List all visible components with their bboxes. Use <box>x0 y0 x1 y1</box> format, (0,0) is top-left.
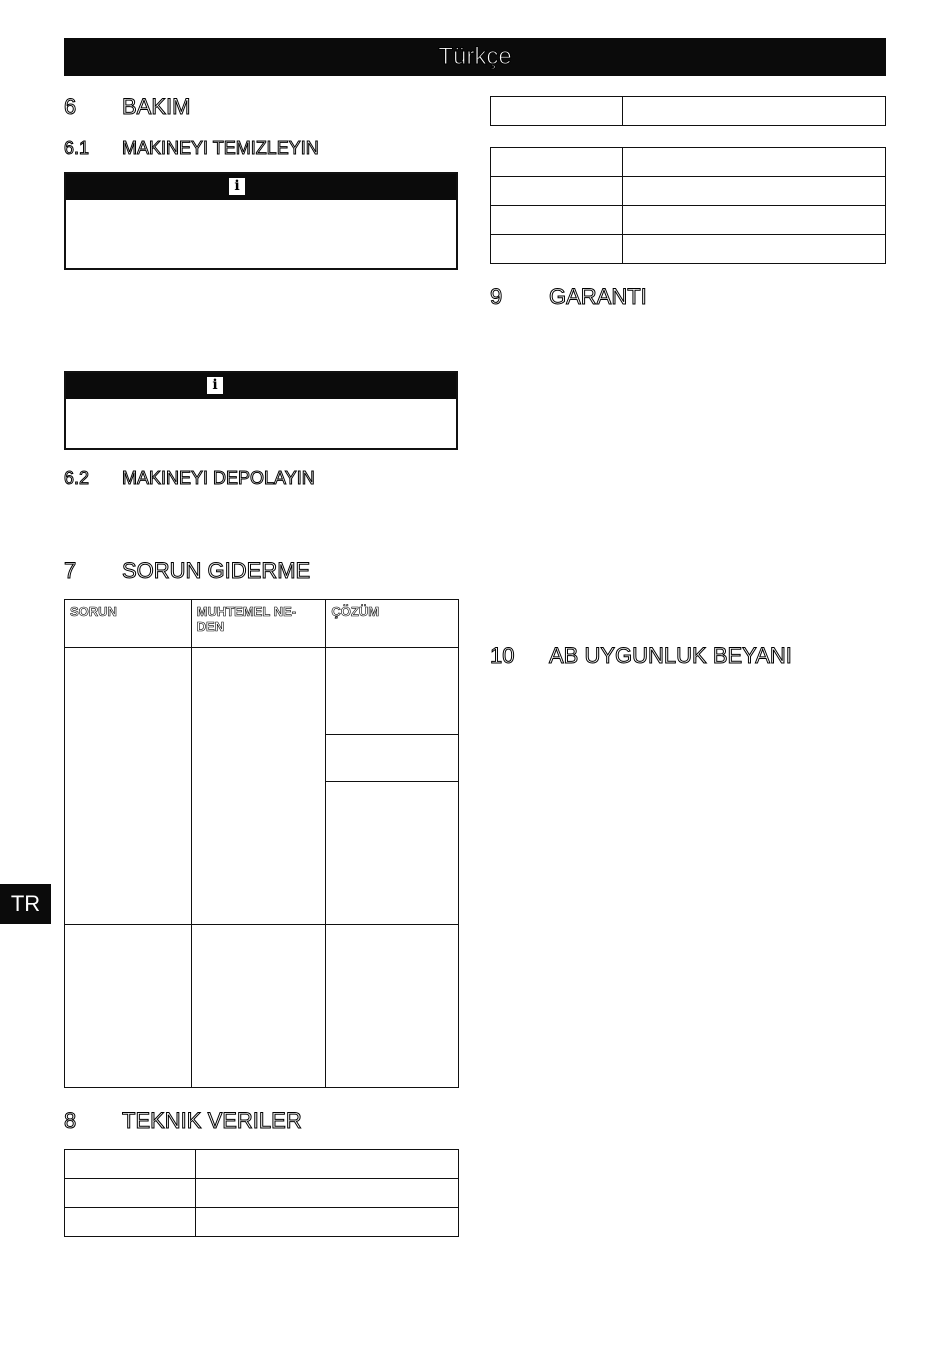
section-title: MAKINEYI TEMIZLEYIN <box>122 138 319 158</box>
table-cell <box>622 148 885 177</box>
info-note-header <box>66 174 456 200</box>
section-heading-7 <box>64 558 310 584</box>
table-cell <box>491 206 623 235</box>
table-cell <box>65 925 192 1088</box>
section-number: 8 <box>64 1108 77 1133</box>
troubleshooting-table <box>64 599 459 1088</box>
table-row <box>65 648 459 735</box>
column-header: ÇÖZÜM <box>326 600 459 648</box>
section-title: BAKIM <box>122 94 191 119</box>
info-note-box <box>64 371 458 450</box>
section-title: GARANTI <box>549 284 647 309</box>
table-cell <box>65 1208 196 1237</box>
table-row <box>65 1150 459 1179</box>
section-heading-10 <box>490 643 792 669</box>
section-heading-8 <box>64 1108 302 1134</box>
table-cell <box>191 925 326 1088</box>
table-row <box>491 148 886 177</box>
table-cell <box>622 97 885 126</box>
section-heading-9 <box>490 284 647 310</box>
technical-data-table <box>64 1149 459 1237</box>
info-icon: i <box>229 178 245 195</box>
language-side-tab: TR <box>0 884 51 924</box>
table-cell <box>195 1150 458 1179</box>
table-cell <box>326 735 459 782</box>
table-cell <box>65 648 192 925</box>
table-cell <box>65 1179 196 1208</box>
section-number: 7 <box>64 558 77 583</box>
section-title: SORUN GIDERME <box>122 558 311 583</box>
table-cell <box>326 648 459 735</box>
section-title: AB UYGUNLUK BEYANI <box>549 643 792 668</box>
table-row <box>65 1208 459 1237</box>
table-cell <box>195 1208 458 1237</box>
section-number: 6.2 <box>64 468 90 488</box>
section-title: MAKINEYI DEPOLAYIN <box>122 468 315 488</box>
table-cell <box>491 235 623 264</box>
table-cell <box>491 148 623 177</box>
section-heading-6-1 <box>64 138 319 159</box>
technical-data-table-continued <box>490 96 886 126</box>
info-icon: i <box>207 377 223 394</box>
table-row <box>65 925 459 1088</box>
page-header-language: Türkçe <box>64 38 886 76</box>
table-header-row <box>65 600 459 648</box>
table-cell <box>195 1179 458 1208</box>
section-number: 9 <box>490 284 503 309</box>
section-heading-6-2 <box>64 468 315 489</box>
table-row <box>491 206 886 235</box>
section-heading-6 <box>64 94 190 120</box>
table-cell <box>622 235 885 264</box>
table-row <box>65 1179 459 1208</box>
table-cell <box>491 177 623 206</box>
table-row <box>491 97 886 126</box>
table-cell <box>191 648 326 925</box>
table-cell <box>65 1150 196 1179</box>
section-number: 6 <box>64 94 77 119</box>
column-header: MUHTEMEL NE- DEN <box>191 600 326 648</box>
info-note-box <box>64 172 458 270</box>
table-row <box>491 235 886 264</box>
table-cell <box>491 97 623 126</box>
section-number: 6.1 <box>64 138 90 158</box>
technical-data-table-secondary <box>490 147 886 264</box>
table-cell <box>326 925 459 1088</box>
column-header: SORUN <box>65 600 192 648</box>
info-note-header <box>66 373 456 399</box>
table-cell <box>622 177 885 206</box>
section-number: 10 <box>490 643 515 668</box>
table-cell <box>622 206 885 235</box>
table-cell <box>326 782 459 925</box>
table-row <box>491 177 886 206</box>
section-title: TEKNIK VERILER <box>122 1108 302 1133</box>
